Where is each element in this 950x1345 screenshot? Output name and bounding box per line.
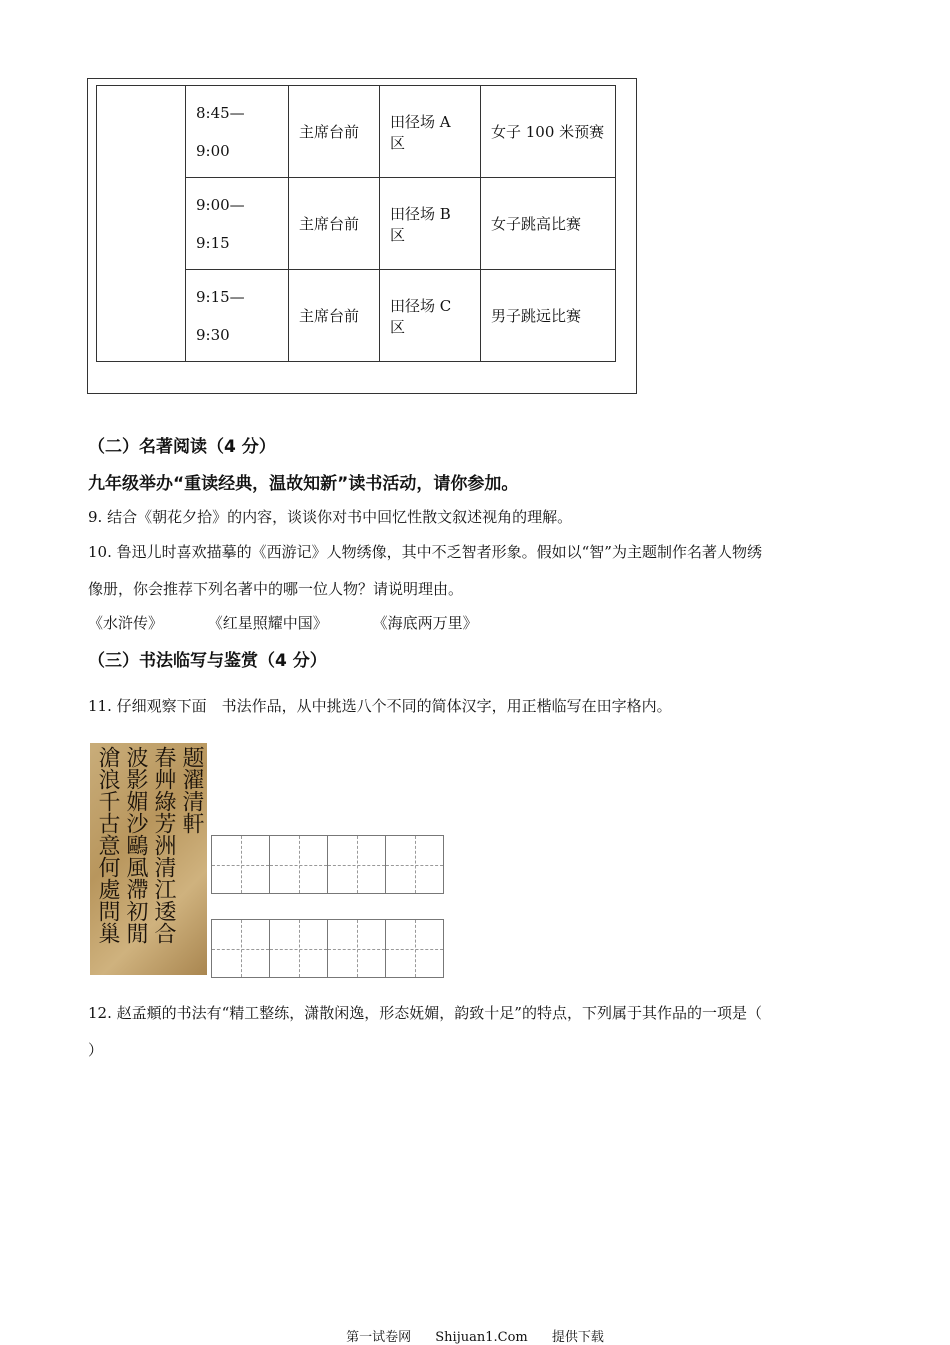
book-title: 《水浒传》 bbox=[88, 614, 164, 632]
event-cell: 女子 100 米预赛 bbox=[481, 86, 616, 178]
tianzige-cell[interactable] bbox=[211, 919, 270, 978]
question-9: 9. 结合《朝花夕拾》的内容，谈谈你对书中回忆性散文叙述视角的理解。 bbox=[88, 508, 573, 526]
book-list bbox=[88, 612, 518, 633]
section2-intro: 九年级举办“重读经典，温故知新”读书活动，请你参加。 bbox=[88, 474, 519, 494]
tianzige-cell[interactable] bbox=[385, 835, 444, 894]
calligraphy-column: 题濯清軒 bbox=[179, 746, 204, 834]
footer-site-cn: 第一试卷网 bbox=[346, 1330, 412, 1345]
tianzige-cell[interactable] bbox=[269, 835, 328, 894]
question-12-line1: 12. 赵孟頫的书法有“精工整练，潇散闲逸，形态妩媚，韵致十足”的特点，下列属于其作品的一项是（ bbox=[88, 1004, 762, 1022]
calligraphy-column: 波影媚沙鷗風滯初閒 bbox=[123, 746, 148, 944]
tianzige-cell[interactable] bbox=[269, 919, 328, 978]
book-title: 《红星照耀中国》 bbox=[207, 614, 328, 632]
footer-site-en[interactable]: Shijuan1.Com bbox=[435, 1330, 528, 1345]
area-cell: 田径场 B 区 bbox=[380, 178, 481, 270]
calligraphy-image bbox=[90, 743, 207, 975]
question-12-line2: ） bbox=[88, 1041, 104, 1059]
tianzige-row bbox=[211, 919, 443, 978]
tianzige-row bbox=[211, 835, 443, 894]
merged-cell bbox=[97, 86, 186, 362]
section3-title: （三）书法临写与鉴赏（4 分） bbox=[88, 651, 327, 671]
tianzige-cell[interactable] bbox=[385, 919, 444, 978]
place-cell: 主席台前 bbox=[289, 86, 380, 178]
time-cell: 9:15— 9:30 bbox=[186, 270, 289, 362]
question-10-line1: 10. 鲁迅儿时喜欢描摹的《西游记》人物绣像，其中不乏智者形象。假如以“智”为主题制作名著人物绣 bbox=[88, 543, 762, 561]
calligraphy-column: 滄浪千古意何處問巢 bbox=[95, 746, 120, 944]
section2-title: （二）名著阅读（4 分） bbox=[88, 437, 276, 457]
area-cell: 田径场 A 区 bbox=[380, 86, 481, 178]
event-cell: 女子跳高比赛 bbox=[481, 178, 616, 270]
book-title: 《海底两万里》 bbox=[372, 614, 478, 632]
page-footer bbox=[0, 1326, 950, 1345]
question-10-line2: 像册，你会推荐下列名著中的哪一位人物？请说明理由。 bbox=[88, 580, 464, 598]
time-cell: 8:45— 9:00 bbox=[186, 86, 289, 178]
table-row bbox=[97, 86, 616, 178]
event-cell: 男子跳远比赛 bbox=[481, 270, 616, 362]
area-cell: 田径场 C 区 bbox=[380, 270, 481, 362]
footer-note: 提供下载 bbox=[551, 1330, 604, 1345]
tianzige-cell[interactable] bbox=[327, 919, 386, 978]
schedule-table bbox=[96, 85, 616, 362]
tianzige-cell[interactable] bbox=[327, 835, 386, 894]
question-11: 11. 仔细观察下面 书法作品，从中挑选八个不同的简体汉字，用正楷临写在田字格内。 bbox=[88, 697, 672, 715]
tianzige-cell[interactable] bbox=[211, 835, 270, 894]
place-cell: 主席台前 bbox=[289, 178, 380, 270]
calligraphy-column: 春艸綠芳洲清江逶合 bbox=[151, 746, 176, 944]
time-cell: 9:00— 9:15 bbox=[186, 178, 289, 270]
place-cell: 主席台前 bbox=[289, 270, 380, 362]
